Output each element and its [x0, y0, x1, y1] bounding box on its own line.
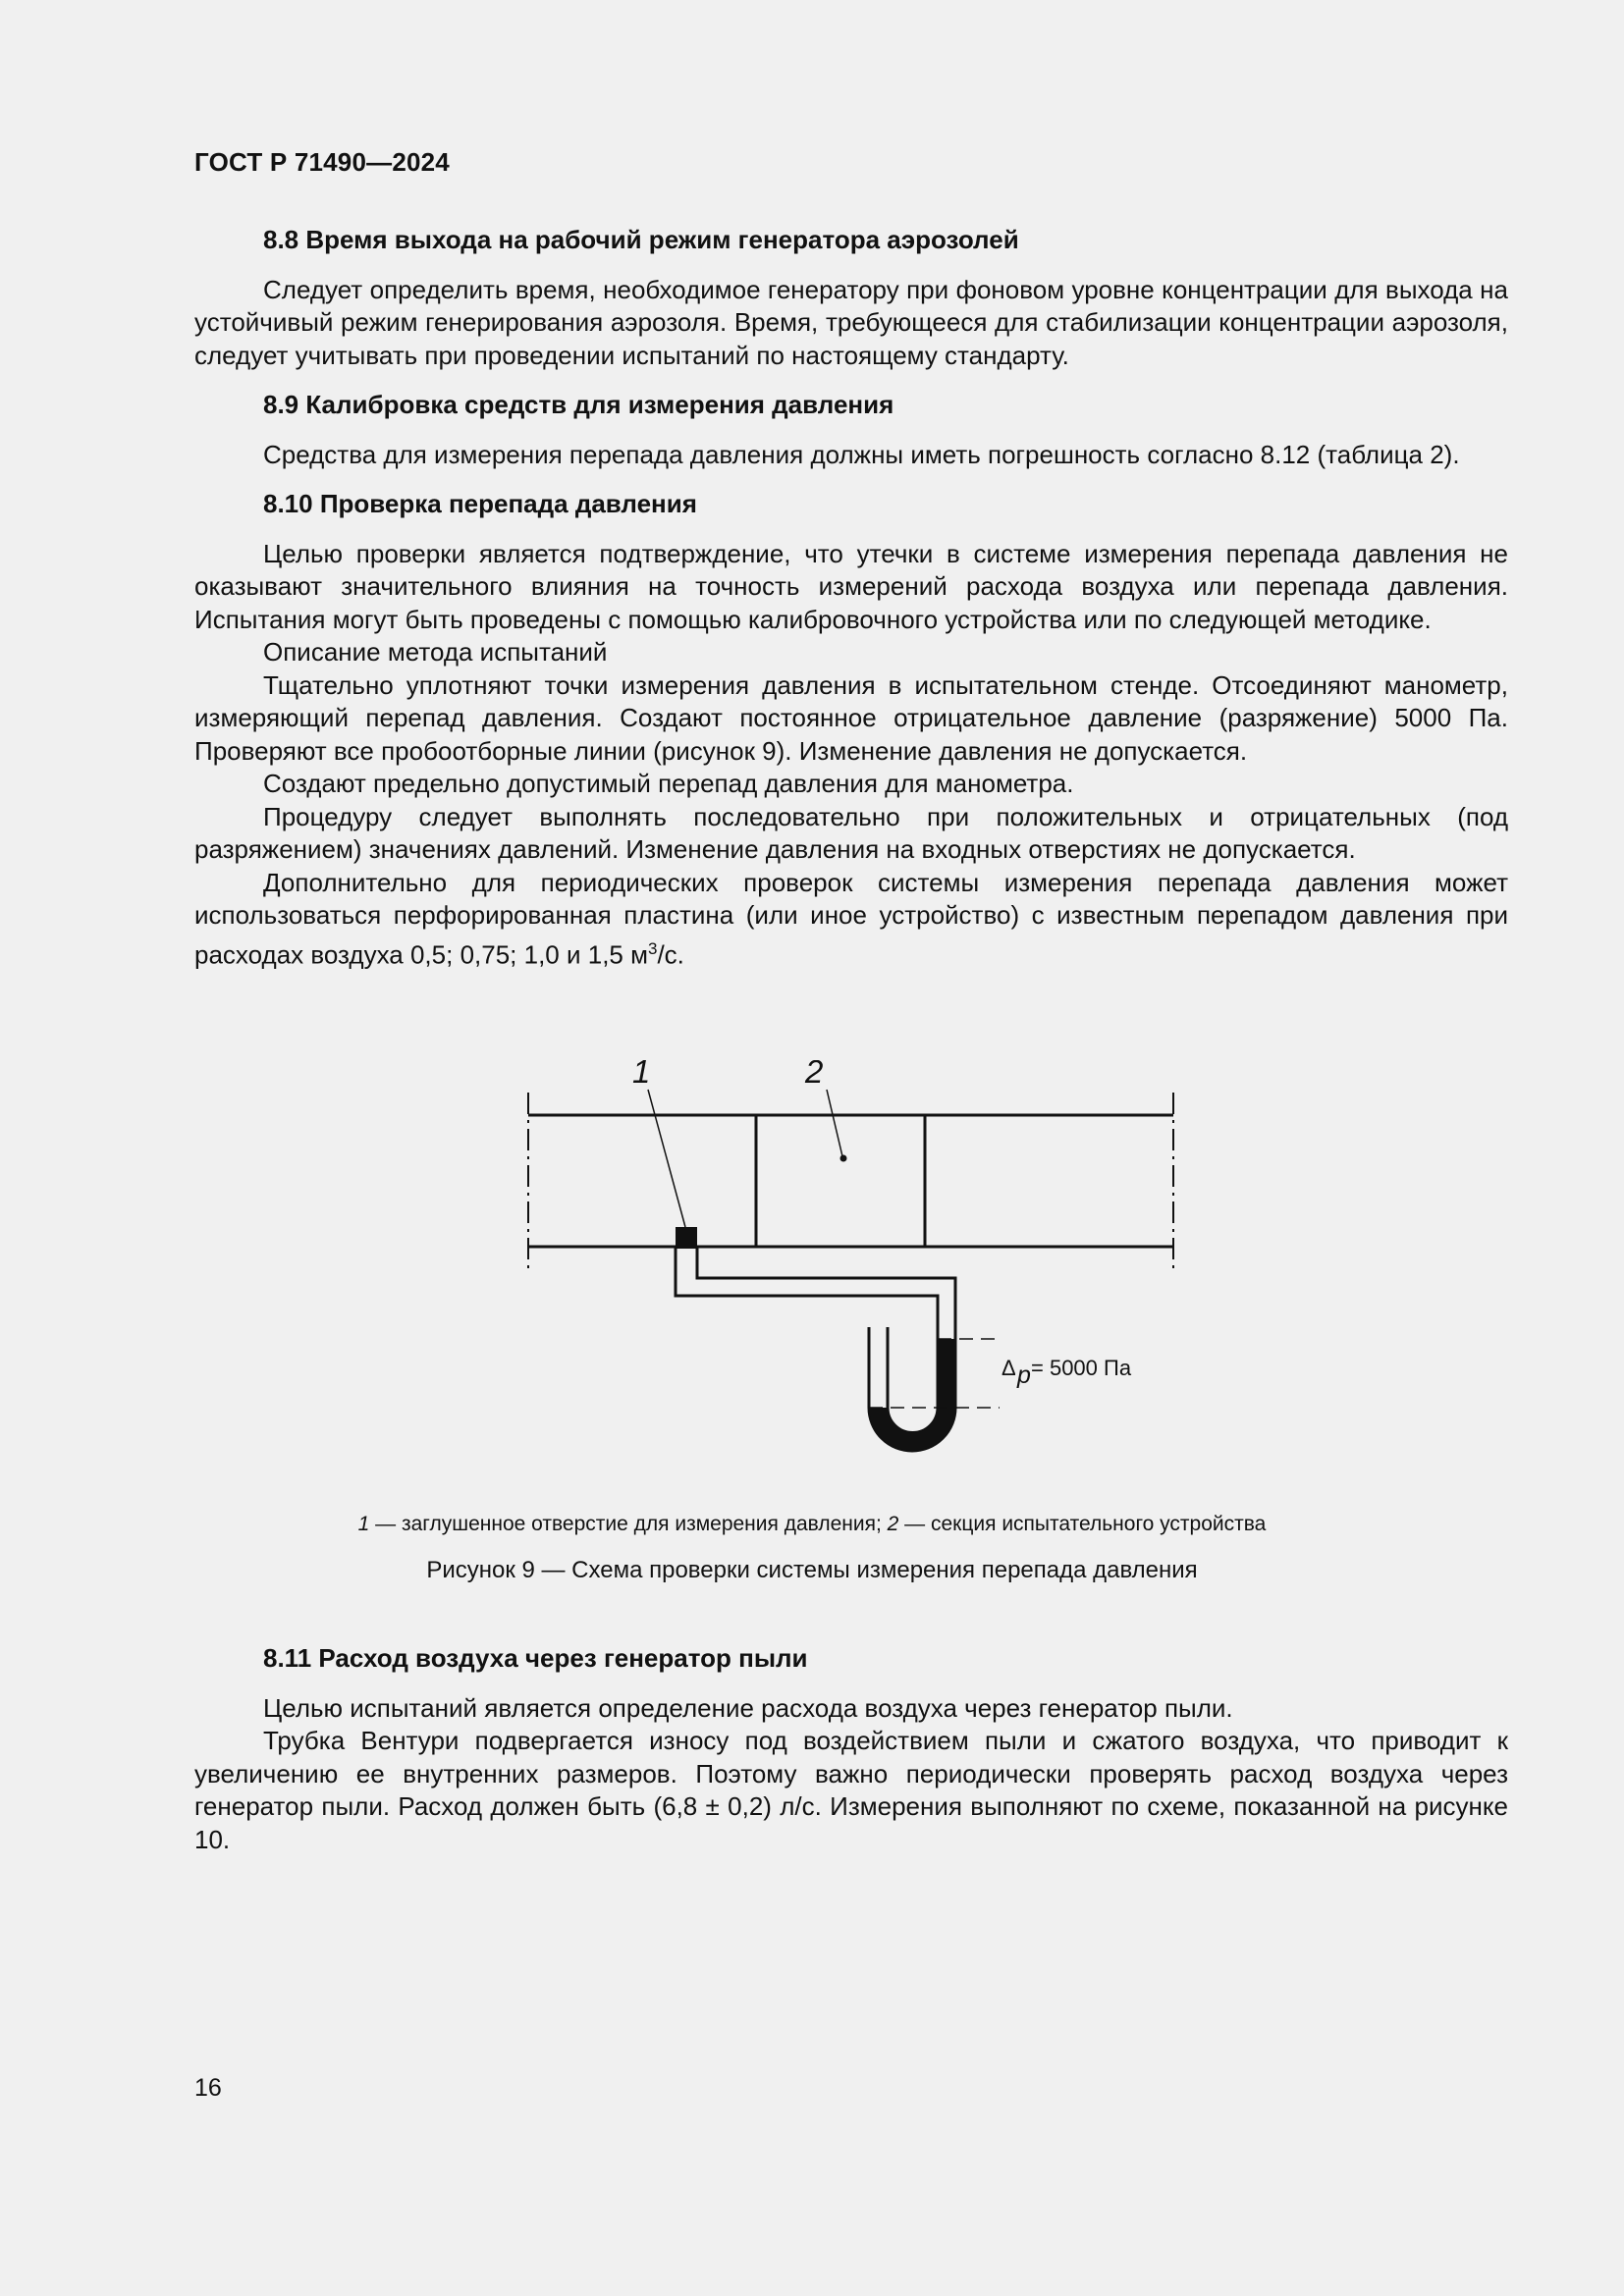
- section-8-11: [194, 1642, 1508, 1856]
- section-heading: 8.11 Расход воздуха через генератор пыли: [263, 1643, 808, 1673]
- callout-dot-2: [840, 1155, 847, 1162]
- section-heading: 8.9 Калибровка средств для измерения давления: [263, 390, 894, 419]
- callout-number-2: 2: [805, 1060, 824, 1090]
- paragraph: Описание метода испытаний: [263, 637, 608, 667]
- paragraph: Тщательно уплотняют точки измерения давления в испытательном стенде. Отсоединяют манометр, измеряющий перепад давления. Создают постоянное отрицательное давление (разряжение) 5000 Па. Проверяют все пробоотборные линии (рисунок 9). Изменение давления не допускается.: [194, 669, 1508, 766]
- paragraph-suffix: /с.: [657, 939, 684, 970]
- figure-9-diagram: [0, 1060, 1624, 1512]
- section-8-9: [194, 389, 1508, 471]
- pressure-tube-outer: [676, 1247, 938, 1343]
- figure-9: [0, 1060, 1624, 1590]
- paragraph-text: Дополнительно для периодических проверок системы измерения перепада давления может использоваться перфорированная пластина (или иное устройство) с известным перепадом давления при расходах воздуха 0,5; 0,75; 1,0 и 1,5 м: [194, 867, 1508, 970]
- figure-caption: Рисунок 9 — Схема проверки системы измерения перепада давления: [426, 1557, 1198, 1583]
- page-number: 16: [194, 2074, 222, 2102]
- paragraph: Следует определить время, необходимое генератору при фоновом уровне концентрации для выхода на устойчивый режим генерирования аэрозоля. Время, требующееся для стабилизации концентрации аэрозоля, следует учитывать при проведении испытаний по настоящему стандарту.: [194, 274, 1508, 370]
- section-heading: 8.8 Время выхода на рабочий режим генератора аэрозолей: [263, 225, 1019, 254]
- callout-leader-2: [827, 1090, 842, 1156]
- paragraph: Создают предельно допустимый перепад давления для манометра.: [263, 769, 1074, 798]
- paragraph: Трубка Вентури подвергается износу под воздействием пыли и сжатого воздуха, что приводит к увеличению ее внутренних размеров. Поэтому важно периодически проверять расход воздуха через генератор пыли. Расход должен быть (6,8 ± 0,2) л/с. Измерения выполняют по схеме, показанной на рисунке 10.: [194, 1726, 1508, 1854]
- section-heading: 8.10 Проверка перепада давления: [263, 489, 697, 518]
- sealed-pressure-tap: [676, 1227, 697, 1249]
- superscript-unit: 3: [647, 938, 658, 958]
- figure-legend: [0, 1513, 1624, 1536]
- section-8-8: [194, 224, 1508, 372]
- callout-leader-1: [648, 1090, 685, 1227]
- paragraph: Целью проверки является подтверждение, что утечки в системе измерения перепада давления не оказывают значительного влияния на точность измерений расхода воздуха или перепада давления. Испытания могут быть проведены с помощью калибровочного устройства или по следующей методике.: [194, 538, 1508, 634]
- document-code-header: ГОСТ Р 71490—2024: [194, 147, 450, 177]
- paragraph-with-superscript: [194, 867, 1508, 972]
- paragraph: Средства для измерения перепада давления должны иметь погрешность согласно 8.12 (таблица 2).: [263, 439, 1460, 469]
- callout-number-1: 1: [632, 1060, 651, 1090]
- delta-value: = 5000 Па: [1031, 1356, 1132, 1380]
- legend-text-1: — заглушенное отверстие для измерения давления;: [369, 1513, 888, 1535]
- paragraph: Процедуру следует выполнять последовательно при положительных и отрицательных (под разряжением) значениях давлений. Изменение давления на входных отверстиях не допускается.: [194, 801, 1508, 864]
- section-8-10: [194, 488, 1508, 972]
- manometer-liquid: [869, 1339, 955, 1451]
- paragraph: Целью испытаний является определение расхода воздуха через генератор пыли.: [263, 1692, 1233, 1723]
- legend-number-1: 1: [357, 1513, 370, 1535]
- main-text-block: [194, 224, 1508, 988]
- delta-symbol: Δ: [1001, 1356, 1016, 1380]
- legend-number-2: 2: [887, 1513, 899, 1535]
- legend-text-2: — секция испытательного устройства: [898, 1513, 1267, 1535]
- delta-variable: p: [1017, 1362, 1031, 1389]
